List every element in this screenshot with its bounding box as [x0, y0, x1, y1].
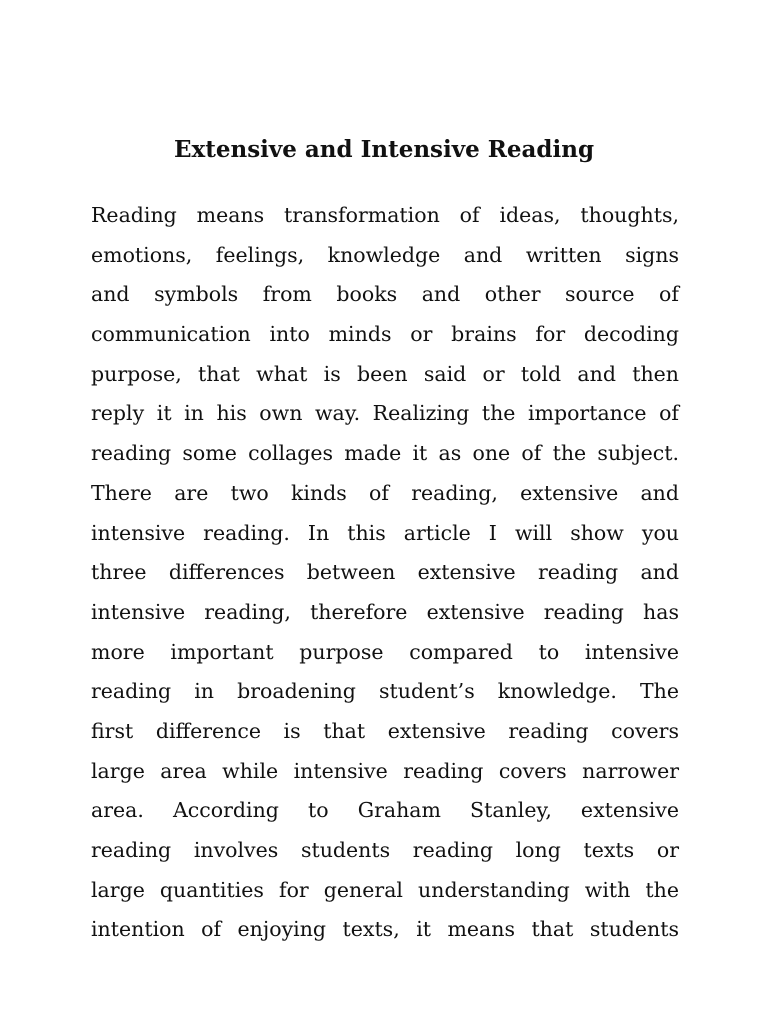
text-line: reading some collages made it as one of the subject.	[91, 441, 679, 466]
text-line: first difference is that extensive reading covers	[91, 718, 679, 743]
text-line: There are two kinds of reading, extensive and	[91, 480, 679, 505]
text-line: intensive reading, therefore extensive reading has	[91, 599, 679, 624]
text-line: area. According to Graham Stanley, extensive	[91, 798, 679, 823]
text-line: purpose, that what is been said or told and then	[91, 361, 679, 386]
text-line: large area while intensive reading covers narrower	[91, 758, 679, 783]
text-line: intensive reading. In this article I will show you	[91, 520, 679, 545]
text-line: intention of enjoying texts, it means that students	[91, 917, 679, 942]
text-line: communication into minds or brains for decoding	[91, 322, 679, 347]
text-line: and symbols from books and other source of	[91, 282, 679, 307]
text-line: reading in broadening student’s knowledge. The	[91, 679, 679, 704]
body-paragraph	[91, 196, 679, 950]
text-line: reading involves students reading long texts or	[91, 838, 679, 862]
text-line: Reading means transformation of ideas, thoughts,	[91, 203, 679, 227]
text-line: reply it in his own way. Realizing the importance of	[91, 401, 679, 426]
text-line: emotions, feelings, knowledge and written signs	[91, 242, 679, 267]
text-line: large quantities for general understanding with the	[91, 877, 679, 902]
page-title: Extensive and Intensive Reading	[173, 136, 595, 163]
text-line: more important purpose compared to intensive	[91, 639, 679, 664]
text-line: three differences between extensive reading and	[91, 560, 679, 585]
